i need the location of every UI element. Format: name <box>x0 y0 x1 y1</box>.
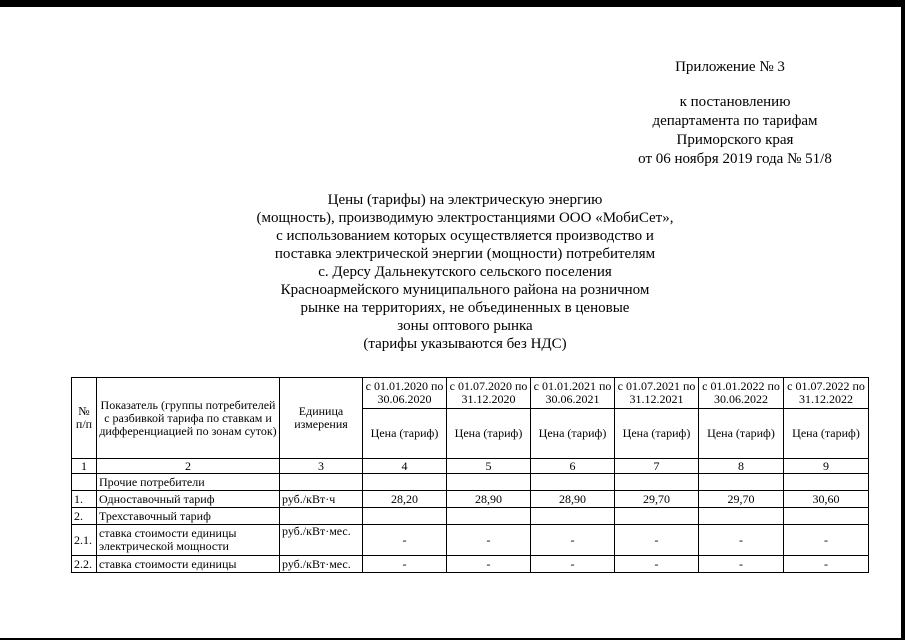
header-period: с 01.07.2020 по 31.12.2020 <box>447 378 531 409</box>
row-value: - <box>363 556 447 573</box>
table-row <box>72 491 869 508</box>
row-value: - <box>531 525 615 556</box>
column-number: 6 <box>531 459 615 474</box>
row-number: 1. <box>72 491 97 508</box>
row-value: 29,70 <box>699 491 784 508</box>
column-number: 7 <box>615 459 699 474</box>
header-price: Цена (тариф) <box>615 409 699 459</box>
row-value: - <box>615 525 699 556</box>
row-value: - <box>447 556 531 573</box>
row-name: Трехставочный тариф <box>97 508 280 525</box>
row-value: - <box>699 525 784 556</box>
row-number: 2. <box>72 508 97 525</box>
row-name: ставка стоимости единицы электрической мощности <box>97 525 280 556</box>
row-value <box>447 508 531 525</box>
row-unit: руб./кВт·ч <box>280 491 363 508</box>
row-name: ставка стоимости единицы <box>97 556 280 573</box>
table-row <box>72 556 869 573</box>
title-line: (тарифы указываются без НДС) <box>363 336 567 352</box>
row-value <box>531 508 615 525</box>
basis-line: к постановлению <box>679 94 791 110</box>
row-value: - <box>363 525 447 556</box>
row-value: - <box>784 525 869 556</box>
column-number: 9 <box>784 459 869 474</box>
header-period: с 01.01.2021 по 30.06.2021 <box>531 378 615 409</box>
header-period: с 01.07.2021 по 31.12.2021 <box>615 378 699 409</box>
title-line: (мощность), производимую электростанциями ООО «МобиСет», <box>256 210 674 226</box>
column-number: 3 <box>280 459 363 474</box>
header-period: с 01.07.2022 по 31.12.2022 <box>784 378 869 409</box>
header-price: Цена (тариф) <box>447 409 531 459</box>
basis-line: Приморского края <box>676 132 794 148</box>
title-line: Цены (тарифы) на электрическую энергию <box>327 192 603 208</box>
row-value <box>363 508 447 525</box>
table-row <box>72 508 869 525</box>
row-value: - <box>615 556 699 573</box>
row-unit: руб./кВт·мес. <box>280 525 363 556</box>
row-value <box>699 508 784 525</box>
row-value: 29,70 <box>615 491 699 508</box>
row-value: - <box>447 525 531 556</box>
scan-border-right <box>901 0 905 640</box>
row-value: 30,60 <box>784 491 869 508</box>
column-number: 2 <box>97 459 280 474</box>
header-unit: Единица измерения <box>280 378 363 459</box>
column-number-row <box>72 459 869 474</box>
header-indicator: Показатель (группы потребителей с разбивкой тарифа по ставкам и дифференциацией по зонам суток) <box>97 378 280 459</box>
header-period: с 01.01.2022 по 30.06.2022 <box>699 378 784 409</box>
header-price: Цена (тариф) <box>531 409 615 459</box>
title-line: с использованием которых осуществляется производство и <box>276 228 654 244</box>
column-number: 4 <box>363 459 447 474</box>
row-value: 28,20 <box>363 491 447 508</box>
row-value: - <box>784 556 869 573</box>
table-row <box>72 525 869 556</box>
basis-line: от 06 ноября 2019 года № 51/8 <box>638 151 832 167</box>
row-number: 2.1. <box>72 525 97 556</box>
header-period: с 01.01.2020 по 30.06.2020 <box>363 378 447 409</box>
title-line: рынке на территориях, не объединенных в ценовые <box>300 300 630 316</box>
basis-line: департамента по тарифам <box>652 113 818 129</box>
resolution-reference <box>600 93 870 169</box>
row-number: 2.2. <box>72 556 97 573</box>
row-name: Одноставочный тариф <box>97 491 280 508</box>
row-value: - <box>699 556 784 573</box>
row-value: - <box>531 556 615 573</box>
title-line: с. Дерсу Дальнекутского сельского поселения <box>318 264 612 280</box>
document-title <box>220 191 710 353</box>
row-value <box>615 508 699 525</box>
title-line: поставка электрической энергии (мощности) потребителям <box>274 246 656 262</box>
column-number: 8 <box>699 459 784 474</box>
row-value <box>784 508 869 525</box>
row-unit: руб./кВт·мес. <box>280 556 363 573</box>
column-number: 5 <box>447 459 531 474</box>
appendix-label: Приложение № 3 <box>675 59 785 75</box>
title-line: Красноармейского муниципального района на розничном <box>280 282 650 298</box>
tariff-table <box>71 377 869 573</box>
scan-border-top <box>0 0 905 7</box>
row-value: 28,90 <box>531 491 615 508</box>
column-number: 1 <box>72 459 97 474</box>
header-price: Цена (тариф) <box>784 409 869 459</box>
group-row <box>72 474 869 491</box>
header-price: Цена (тариф) <box>363 409 447 459</box>
group-label: Прочие потребители <box>97 474 280 491</box>
row-unit <box>280 508 363 525</box>
row-value: 28,90 <box>447 491 531 508</box>
header-number: № п/п <box>72 378 97 459</box>
title-line: зоны оптового рынка <box>397 318 533 334</box>
header-price: Цена (тариф) <box>699 409 784 459</box>
